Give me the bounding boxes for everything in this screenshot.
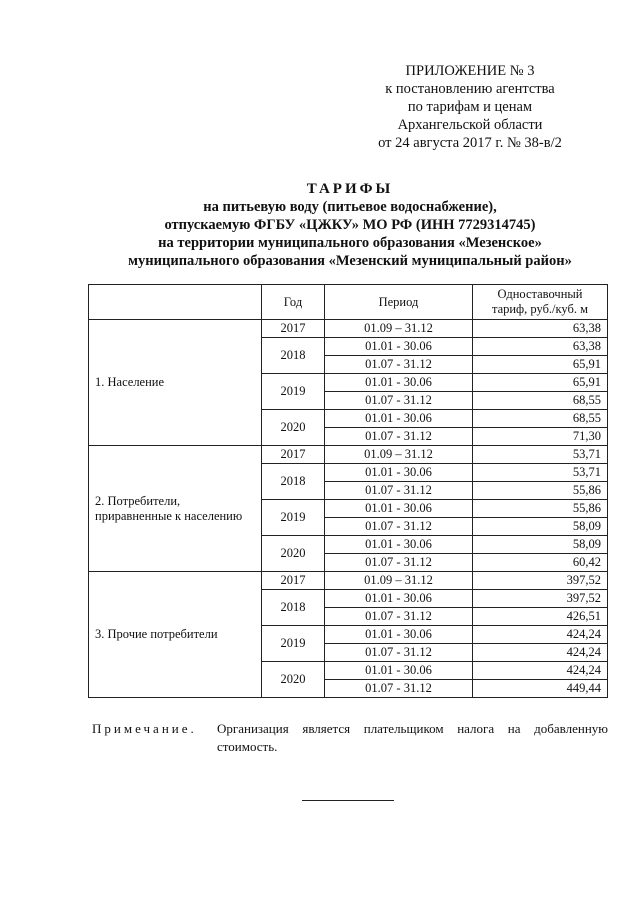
tariff-cell: 424,24	[473, 644, 608, 662]
year-cell: 2017	[262, 320, 325, 338]
table-row	[89, 446, 608, 464]
year-cell: 2020	[262, 536, 325, 572]
title-line: отпускаемую ФГБУ «ЦЖКУ» МО РФ (ИНН 7729314745)	[164, 217, 536, 233]
tariff-cell: 58,09	[473, 518, 608, 536]
note-label: Примечание.	[92, 721, 197, 736]
period-cell: 01.07 - 31.12	[325, 482, 473, 500]
appendix-line: к постановлению агентства	[385, 81, 555, 97]
period-cell: 01.07 - 31.12	[325, 428, 473, 446]
period-cell: 01.07 - 31.12	[325, 554, 473, 572]
tariff-cell: 449,44	[473, 680, 608, 698]
tariff-cell: 65,91	[473, 356, 608, 374]
period-cell: 01.01 - 30.06	[325, 410, 473, 428]
tariff-cell: 426,51	[473, 608, 608, 626]
period-cell: 01.01 - 30.06	[325, 464, 473, 482]
period-cell: 01.07 - 31.12	[325, 392, 473, 410]
tariff-cell: 53,71	[473, 464, 608, 482]
tariff-cell: 424,24	[473, 626, 608, 644]
page-title: ТАРИФЫ	[306, 181, 394, 197]
period-cell: 01.01 - 30.06	[325, 662, 473, 680]
period-cell: 01.07 - 31.12	[325, 644, 473, 662]
tariff-cell: 63,38	[473, 338, 608, 356]
year-cell: 2017	[262, 572, 325, 590]
tariff-cell: 60,42	[473, 554, 608, 572]
tariff-cell: 68,55	[473, 410, 608, 428]
document-title	[60, 180, 640, 270]
appendix-date: от 24 августа 2017 г. № 38-в/2	[378, 135, 562, 151]
divider-line	[302, 800, 394, 801]
period-cell: 01.01 - 30.06	[325, 500, 473, 518]
title-line: муниципального образования «Мезенский муниципальный район»	[128, 253, 572, 269]
appendix-title: ПРИЛОЖЕНИЕ № 3	[405, 63, 535, 79]
category-cell: 2. Потребители, приравненные к населению	[89, 446, 262, 572]
period-cell: 01.01 - 30.06	[325, 626, 473, 644]
year-cell: 2017	[262, 446, 325, 464]
tariff-cell: 424,24	[473, 662, 608, 680]
category-cell: 3. Прочие потребители	[89, 572, 262, 698]
tariff-table-body	[89, 320, 608, 698]
period-cell: 01.09 – 31.12	[325, 446, 473, 464]
year-cell: 2019	[262, 374, 325, 410]
table-row	[89, 572, 608, 590]
category-cell: 1. Население	[89, 320, 262, 446]
period-cell: 01.09 – 31.12	[325, 572, 473, 590]
tariff-cell: 397,52	[473, 590, 608, 608]
title-line: на питьевую воду (питьевое водоснабжение),	[203, 199, 497, 215]
appendix-line: по тарифам и ценам	[407, 99, 533, 115]
header-category	[89, 285, 262, 320]
year-cell: 2018	[262, 464, 325, 500]
year-cell: 2018	[262, 338, 325, 374]
table-row	[89, 320, 608, 338]
tariff-cell: 63,38	[473, 320, 608, 338]
tariff-cell: 53,71	[473, 446, 608, 464]
appendix-header	[360, 62, 580, 152]
tariff-cell: 55,86	[473, 500, 608, 518]
period-cell: 01.01 - 30.06	[325, 374, 473, 392]
tariff-cell: 71,30	[473, 428, 608, 446]
year-cell: 2019	[262, 626, 325, 662]
period-cell: 01.07 - 31.12	[325, 608, 473, 626]
tariff-table	[88, 284, 608, 698]
header-tariff: Одноставочный тариф, руб./куб. м	[473, 285, 608, 320]
tariff-cell: 68,55	[473, 392, 608, 410]
year-cell: 2020	[262, 410, 325, 446]
period-cell: 01.07 - 31.12	[325, 356, 473, 374]
tariff-cell: 58,09	[473, 536, 608, 554]
period-cell: 01.01 - 30.06	[325, 590, 473, 608]
year-cell: 2018	[262, 590, 325, 626]
period-cell: 01.09 – 31.12	[325, 320, 473, 338]
period-cell: 01.01 - 30.06	[325, 536, 473, 554]
tariff-cell: 397,52	[473, 572, 608, 590]
period-cell: 01.07 - 31.12	[325, 518, 473, 536]
note-text: Организация является плательщиком налога на добавленную стоимость.	[217, 721, 608, 754]
tariff-cell: 55,86	[473, 482, 608, 500]
period-cell: 01.01 - 30.06	[325, 338, 473, 356]
header-year: Год	[262, 285, 325, 320]
year-cell: 2019	[262, 500, 325, 536]
table-header-row	[89, 285, 608, 320]
title-line: на территории муниципального образования «Мезенское»	[158, 235, 542, 251]
appendix-line: Архангельской области	[397, 117, 543, 133]
year-cell: 2020	[262, 662, 325, 698]
header-period: Период	[325, 285, 473, 320]
tariff-cell: 65,91	[473, 374, 608, 392]
period-cell: 01.07 - 31.12	[325, 680, 473, 698]
